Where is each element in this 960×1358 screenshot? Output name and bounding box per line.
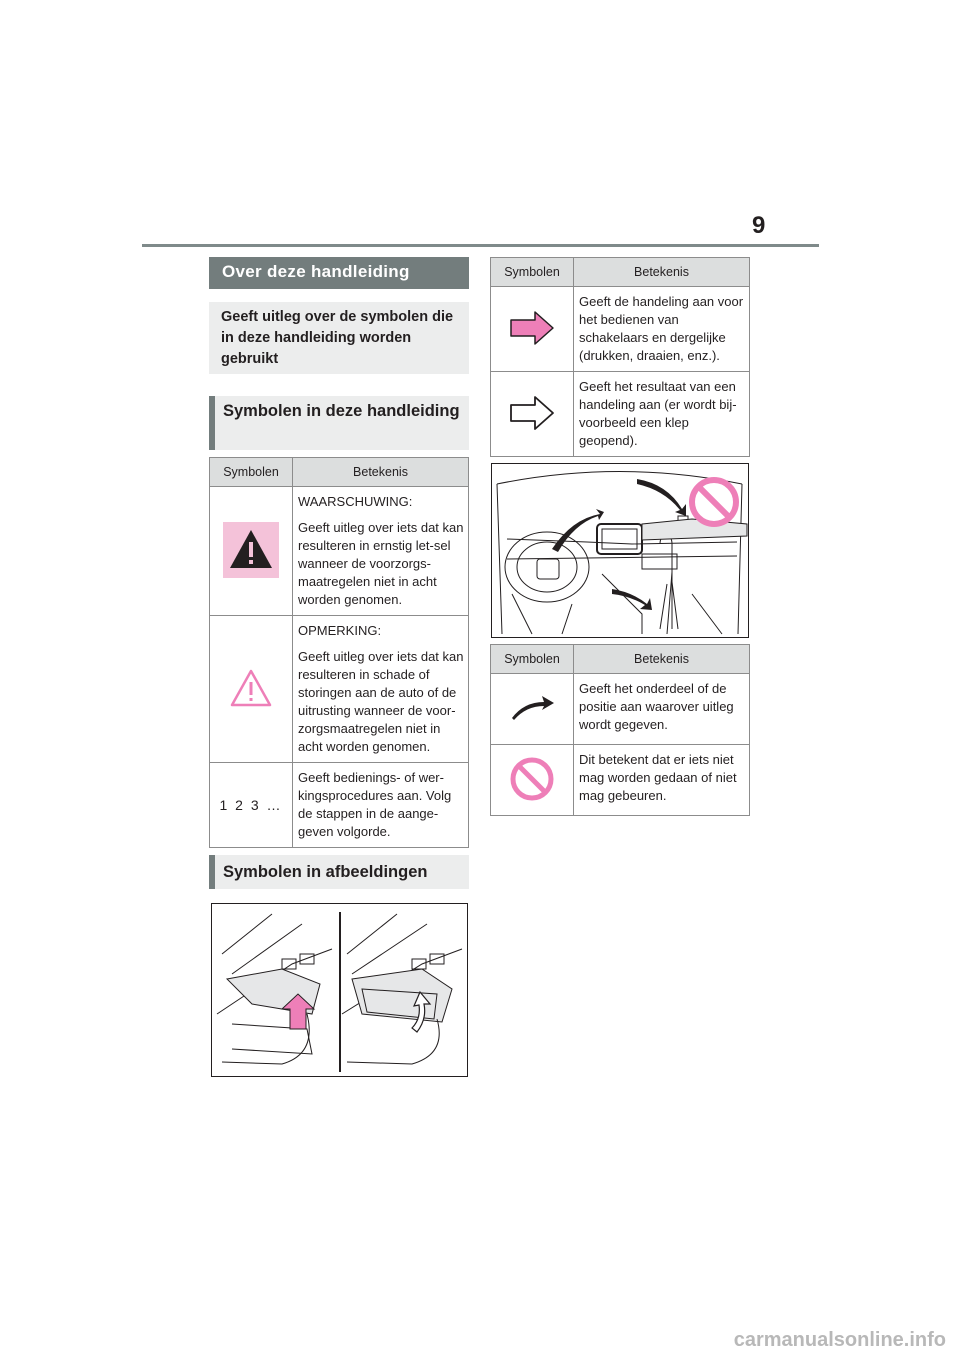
warning-label: WAARSCHUWING: <box>298 494 413 509</box>
pointer-text: Geeft het onderdeel of de positie aan waarover uitleg wordt gegeven. <box>579 681 734 732</box>
meaning-cell <box>574 745 750 816</box>
column-header-meaning: Betekenis <box>574 645 750 674</box>
table-row <box>491 674 750 745</box>
console-illustration <box>211 903 468 1077</box>
symbol-cell <box>491 372 574 457</box>
symbol-cell <box>491 287 574 372</box>
column-header-meaning: Betekenis <box>574 258 750 287</box>
symbol-cell <box>210 763 293 848</box>
result-arrow-text: Geeft het resultaat van een handeling aan (er wordt bij-voorbeeld een klep geopend). <box>579 379 737 448</box>
pointer-arrow-icon <box>508 694 556 722</box>
table-row <box>491 287 750 372</box>
notice-label: OPMERKING: <box>298 623 382 638</box>
meaning-cell <box>574 287 750 372</box>
table-row <box>491 372 750 457</box>
header-rule <box>142 244 819 247</box>
dashboard-illustration <box>491 463 749 638</box>
meaning-cell <box>293 487 469 616</box>
warning-triangle-filled-icon <box>223 522 279 578</box>
symbol-cell <box>491 745 574 816</box>
symbol-cell <box>491 674 574 745</box>
arrow-symbols-table <box>490 257 750 457</box>
watermark: carmanualsonline.info <box>733 1329 946 1351</box>
pink-action-arrow-icon <box>509 310 555 346</box>
heading-figure-symbols: Symbolen in afbeeldingen <box>209 855 469 889</box>
prohibited-text: Dit betekent dat er iets niet mag worden gedaan of niet mag gebeuren. <box>579 752 737 803</box>
prohibited-icon <box>509 756 555 802</box>
symbol-cell <box>210 487 293 616</box>
column-header-symbols: Symbolen <box>491 258 574 287</box>
step-numbers-icon: 1 2 3 … <box>219 797 283 813</box>
outline-result-arrow-icon <box>509 395 555 431</box>
meaning-cell <box>574 674 750 745</box>
table-row <box>491 745 750 816</box>
figure-symbols-table <box>490 644 750 816</box>
column-header-symbols: Symbolen <box>210 458 293 487</box>
table-row <box>210 616 469 763</box>
column-header-meaning: Betekenis <box>293 458 469 487</box>
heading-manual-symbols: Symbolen in deze handleiding <box>209 396 469 450</box>
dashboard-drawing <box>492 464 748 637</box>
console-drawing <box>212 904 467 1076</box>
steps-text: Geeft bedienings- of wer-kingsprocedures aan. Volg de stappen in de aange-geven volgorde. <box>298 770 452 839</box>
symbol-cell <box>210 616 293 763</box>
table-row <box>210 763 469 848</box>
table-row <box>210 487 469 616</box>
meaning-cell <box>293 616 469 763</box>
intro-text: Geeft uitleg over de symbolen die in deze handleiding worden gebruikt <box>209 302 469 374</box>
warning-text: Geeft uitleg over iets dat kan resulteren in ernstig let-sel wanneer de voorzorgs-maatregelen niet in acht worden genomen. <box>298 520 464 607</box>
notice-text: Geeft uitleg over iets dat kan resulteren in schade of storingen aan de auto of de uitrusting wanneer de voor-zorgsmaatregelen niet in acht worden genomen. <box>298 649 464 754</box>
page-number: 9 <box>752 212 766 239</box>
notice-triangle-outline-icon <box>229 668 273 708</box>
meaning-cell <box>293 763 469 848</box>
manual-symbols-table <box>209 457 469 848</box>
column-header-symbols: Symbolen <box>491 645 574 674</box>
section-title: Over deze handleiding <box>209 257 469 289</box>
action-arrow-text: Geeft de handeling aan voor het bedienen van schakelaars en dergelijke (drukken, draaien, enz.). <box>579 294 744 363</box>
meaning-cell <box>574 372 750 457</box>
